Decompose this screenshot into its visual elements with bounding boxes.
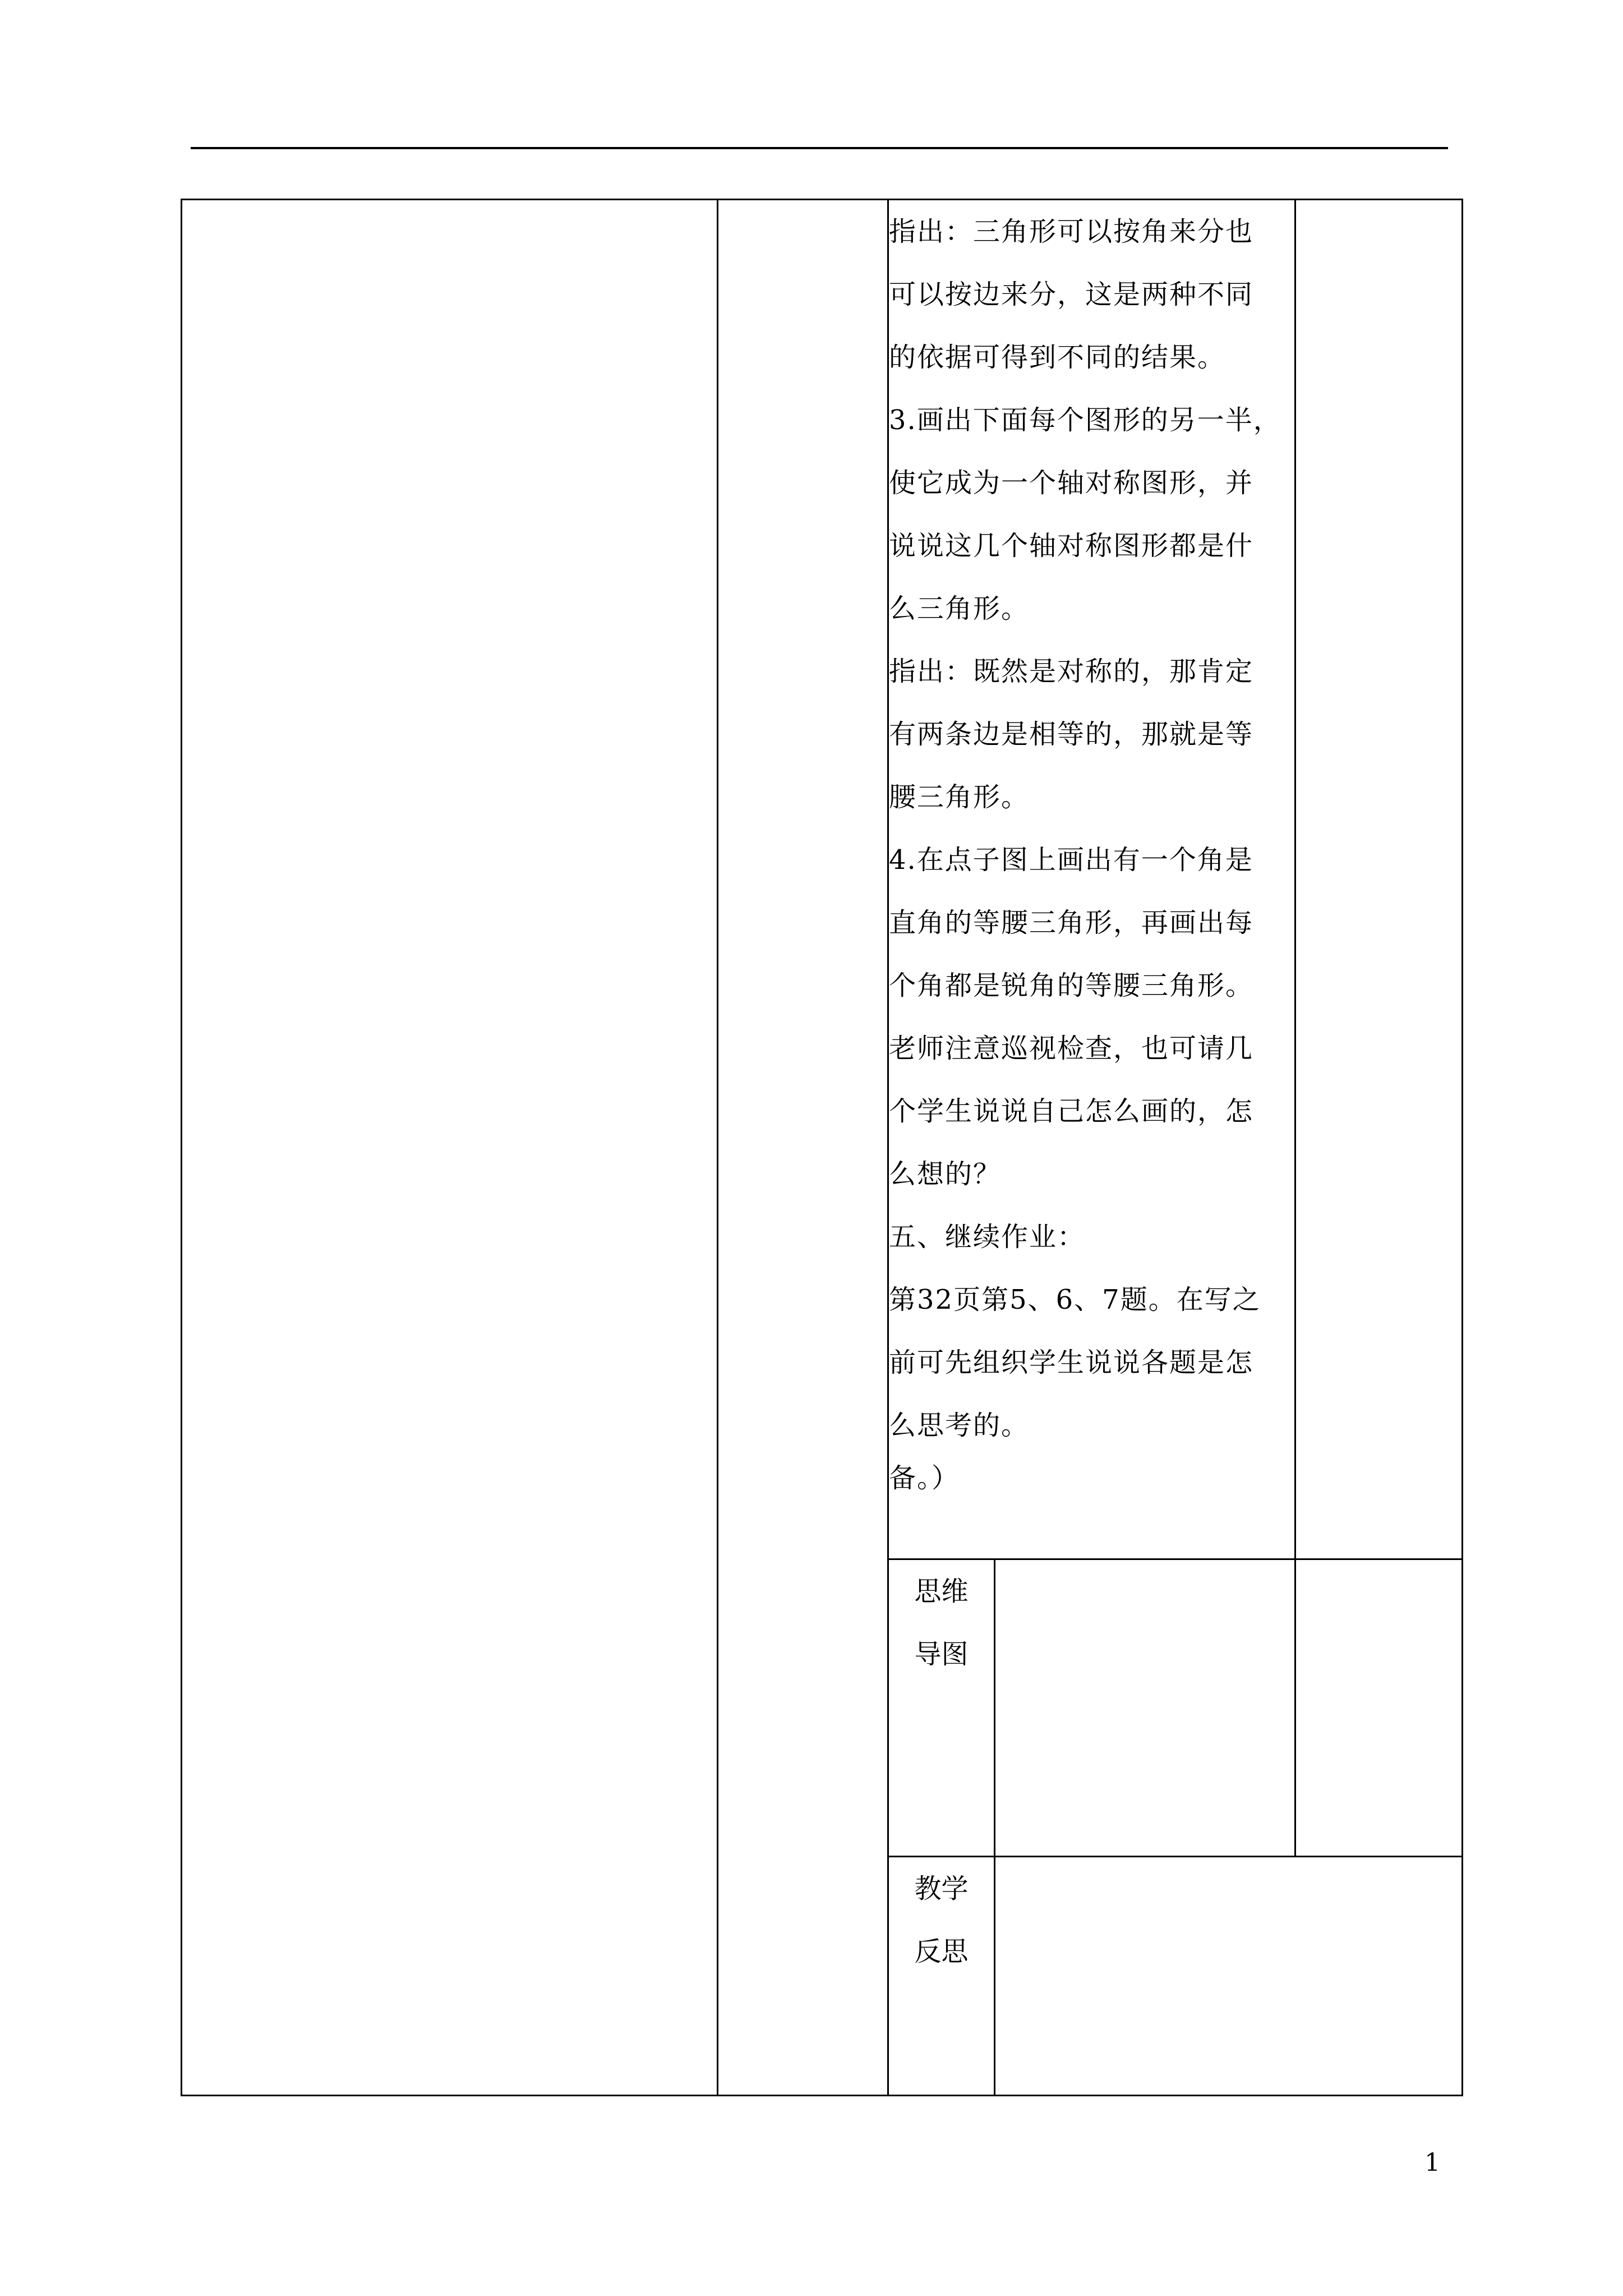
content-line: 第32页第5、6、7题。在写之 [889, 1284, 1261, 1315]
middle-empty-cell [718, 200, 888, 2096]
content-line: 直角的等腰三角形，再画出每 [889, 907, 1254, 938]
mind-map-label-cell [888, 1559, 995, 1857]
content-line: 3.画出下面每个图形的另一半， [889, 404, 1281, 436]
content-line: 五、继续作业： [889, 1221, 1086, 1253]
content-line: 么想的？ [889, 1158, 1002, 1190]
content-line: 4.在点子图上画出有一个角是 [889, 844, 1253, 876]
content-line: 指出：三角形可以按角来分也 [889, 216, 1254, 247]
reflection-label-line2: 反思 [914, 1936, 969, 1967]
reflection-label-line1: 教学 [914, 1873, 969, 1904]
content-line: 么思考的。 [889, 1410, 1030, 1441]
content-line: 前可先组织学生说说各题是怎 [889, 1347, 1254, 1378]
lesson-plan-table [181, 199, 1463, 2096]
content-line: 老师注意巡视检查，也可请几 [889, 1033, 1254, 1064]
content-line: 备。） [889, 1462, 960, 1494]
reflection-content-cell [995, 1857, 1463, 2096]
teaching-content-cell [888, 200, 1295, 1559]
page-number: 1 [1424, 2148, 1440, 2177]
content-line: 说说这几个轴对称图形都是什 [889, 530, 1254, 562]
right-empty-cell [1295, 200, 1463, 1559]
left-empty-cell [182, 200, 718, 2096]
content-line: 使它成为一个轴对称图形，并 [889, 467, 1254, 499]
content-line: 腰三角形。 [889, 781, 1030, 813]
content-line: 指出：既然是对称的，那肯定 [889, 656, 1254, 687]
mind-map-content-cell [995, 1559, 1295, 1857]
content-line: 个角都是锐角的等腰三角形。 [889, 970, 1254, 1001]
mind-map-label-line2: 导图 [914, 1639, 969, 1670]
content-line: 有两条边是相等的，那就是等 [889, 719, 1254, 750]
content-line: 个学生说说自己怎么画的，怎 [889, 1096, 1254, 1127]
content-line: 的依据可得到不同的结果。 [889, 342, 1226, 373]
reflection-label-cell [888, 1857, 995, 2096]
content-line: 么三角形。 [889, 593, 1030, 624]
header-rule [191, 147, 1448, 149]
mind-map-label-line1: 思维 [914, 1576, 969, 1607]
content-line: 可以按边来分，这是两种不同 [889, 279, 1254, 310]
mind-map-right-cell [1295, 1559, 1463, 1857]
